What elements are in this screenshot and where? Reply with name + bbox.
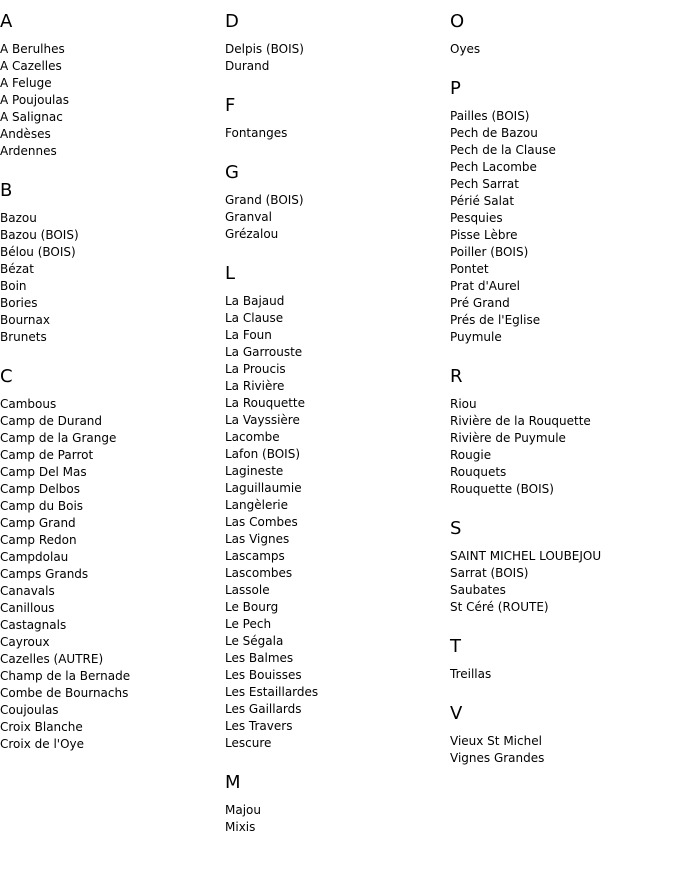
letter-heading: L — [225, 263, 236, 284]
letter-heading: R — [450, 366, 463, 387]
place-list — [225, 293, 445, 752]
place-list — [450, 548, 670, 616]
place-name: Bazou (BOIS) — [0, 228, 79, 242]
letter-heading: G — [225, 162, 239, 183]
place-list — [225, 41, 445, 75]
place-name: Les Travers — [225, 719, 293, 733]
place-name: Vignes Grandes — [450, 751, 545, 765]
place-list — [225, 192, 445, 243]
place-name: Durand — [225, 59, 270, 73]
place-list — [450, 733, 670, 767]
letter-group — [450, 78, 670, 346]
letter-group — [225, 162, 445, 243]
place-name: Rougie — [450, 448, 492, 462]
place-list — [225, 802, 445, 836]
place-name: Puymule — [450, 330, 502, 344]
place-name: La Rivière — [225, 379, 285, 393]
place-name: Bournax — [0, 313, 50, 327]
index-column-1 — [0, 11, 220, 773]
place-list — [0, 396, 220, 753]
place-list — [450, 666, 670, 683]
place-name: Majou — [225, 803, 261, 817]
letter-heading: D — [225, 11, 239, 32]
place-name: La Bajaud — [225, 294, 285, 308]
place-name: Bélou (BOIS) — [0, 245, 76, 259]
letter-heading: O — [450, 11, 465, 32]
place-name: Pisse Lèbre — [450, 228, 518, 242]
place-name: Lagineste — [225, 464, 284, 478]
place-name: A Feluge — [0, 76, 52, 90]
place-name: Camp Del Mas — [0, 465, 87, 479]
letter-heading: T — [450, 636, 461, 657]
letter-heading: S — [450, 518, 462, 539]
place-name: Grand (BOIS) — [225, 193, 304, 207]
letter-heading: V — [450, 703, 463, 724]
place-name: Las Combes — [225, 515, 298, 529]
place-name: La Clause — [225, 311, 284, 325]
place-name: Canavals — [0, 584, 55, 598]
place-name: SAINT MICHEL LOUBEJOU — [450, 549, 602, 563]
place-name: Camp du Bois — [0, 499, 84, 513]
place-name: Fontanges — [225, 126, 288, 140]
place-name: La Vayssière — [225, 413, 300, 427]
letter-heading: C — [0, 366, 13, 387]
letter-group — [450, 518, 670, 616]
index-column-3 — [450, 11, 670, 787]
place-list — [450, 396, 670, 498]
place-name: Laguillaumie — [225, 481, 302, 495]
place-name: Pech de la Clause — [450, 143, 556, 157]
letter-heading: B — [0, 180, 13, 201]
place-name: Rivière de Puymule — [450, 431, 566, 445]
letter-group — [450, 703, 670, 767]
place-name: Campdolau — [0, 550, 69, 564]
index-column-2 — [225, 11, 445, 856]
place-name: Coujoulas — [0, 703, 59, 717]
place-name: Croix de l'Oye — [0, 737, 85, 751]
place-list — [225, 125, 445, 142]
place-name: A Berulhes — [0, 42, 65, 56]
place-name: Bories — [0, 296, 38, 310]
place-name: A Cazelles — [0, 59, 62, 73]
place-name: Cayroux — [0, 635, 50, 649]
place-name: Champ de la Bernade — [0, 669, 131, 683]
letter-group — [450, 636, 670, 683]
place-name: Lafon (BOIS) — [225, 447, 301, 461]
place-name: Le Bourg — [225, 600, 279, 614]
place-name: Treillas — [450, 667, 492, 681]
place-name: Andèses — [0, 127, 51, 141]
place-name: Camp de la Grange — [0, 431, 117, 445]
place-name: Granval — [225, 210, 272, 224]
letter-group — [225, 263, 445, 752]
place-name: Camp Redon — [0, 533, 77, 547]
letter-group — [225, 11, 445, 75]
place-name: Pontet — [450, 262, 489, 276]
place-name: A Salignac — [0, 110, 63, 124]
letter-group — [225, 772, 445, 836]
place-name: Pech de Bazou — [450, 126, 538, 140]
place-name: Rouquette (BOIS) — [450, 482, 554, 496]
place-name: Bazou — [0, 211, 37, 225]
place-name: Les Gaillards — [225, 702, 302, 716]
place-name: Pech Lacombe — [450, 160, 537, 174]
place-name: Boin — [0, 279, 27, 293]
place-name: Delpis (BOIS) — [225, 42, 304, 56]
letter-heading: M — [225, 772, 241, 793]
letter-group — [225, 95, 445, 142]
place-name: Pesquies — [450, 211, 503, 225]
place-name: Sarrat (BOIS) — [450, 566, 529, 580]
place-name: Périé Salat — [450, 194, 515, 208]
place-name: Camp Delbos — [0, 482, 81, 496]
place-name: A Poujoulas — [0, 93, 69, 107]
letter-group — [0, 366, 220, 753]
place-name: Cambous — [0, 397, 57, 411]
place-name: Camps Grands — [0, 567, 89, 581]
place-name: La Foun — [225, 328, 272, 342]
place-name: La Proucis — [225, 362, 286, 376]
place-name: Lassole — [225, 583, 270, 597]
place-name: Pailles (BOIS) — [450, 109, 530, 123]
place-name: Riou — [450, 397, 477, 411]
place-name: La Garrouste — [225, 345, 303, 359]
place-name: Lacombe — [225, 430, 280, 444]
place-name: Lascombes — [225, 566, 293, 580]
place-name: Camp de Parrot — [0, 448, 94, 462]
place-name: Saubates — [450, 583, 506, 597]
place-name: Canillous — [0, 601, 55, 615]
letter-heading: F — [225, 95, 236, 116]
place-name: Les Estaillardes — [225, 685, 319, 699]
place-name: Cazelles (AUTRE) — [0, 652, 104, 666]
place-name: Ardennes — [0, 144, 57, 158]
place-list — [450, 41, 670, 58]
place-name: Camp de Durand — [0, 414, 103, 428]
place-name: La Rouquette — [225, 396, 305, 410]
place-name: Oyes — [450, 42, 481, 56]
place-name: Les Balmes — [225, 651, 294, 665]
place-name: Pré Grand — [450, 296, 510, 310]
letter-group — [0, 11, 220, 160]
letter-group — [450, 366, 670, 498]
place-name: Lescure — [225, 736, 272, 750]
place-name: Combe de Bournachs — [0, 686, 129, 700]
letter-group — [0, 180, 220, 346]
place-name: Grézalou — [225, 227, 279, 241]
place-name: St Céré (ROUTE) — [450, 600, 549, 614]
place-name: Brunets — [0, 330, 47, 344]
place-list — [450, 108, 670, 346]
place-name: Vieux St Michel — [450, 734, 542, 748]
place-name: Rouquets — [450, 465, 507, 479]
place-name: Las Vignes — [225, 532, 290, 546]
place-name: Poiller (BOIS) — [450, 245, 529, 259]
letter-group — [450, 11, 670, 58]
place-name: Bézat — [0, 262, 34, 276]
place-name: Prat d'Aurel — [450, 279, 520, 293]
place-name: Les Bouisses — [225, 668, 302, 682]
place-name: Langèlerie — [225, 498, 289, 512]
letter-heading: P — [450, 78, 461, 99]
place-name: Castagnals — [0, 618, 67, 632]
place-name: Lascamps — [225, 549, 285, 563]
place-list — [0, 210, 220, 346]
place-name: Rivière de la Rouquette — [450, 414, 591, 428]
place-list — [0, 41, 220, 160]
letter-heading: A — [0, 11, 13, 32]
place-name: Le Pech — [225, 617, 272, 631]
place-name: Le Ségala — [225, 634, 284, 648]
place-name: Mixis — [225, 820, 256, 834]
place-name: Camp Grand — [0, 516, 76, 530]
place-name: Prés de l'Eglise — [450, 313, 541, 327]
place-name: Pech Sarrat — [450, 177, 519, 191]
place-name: Croix Blanche — [0, 720, 83, 734]
